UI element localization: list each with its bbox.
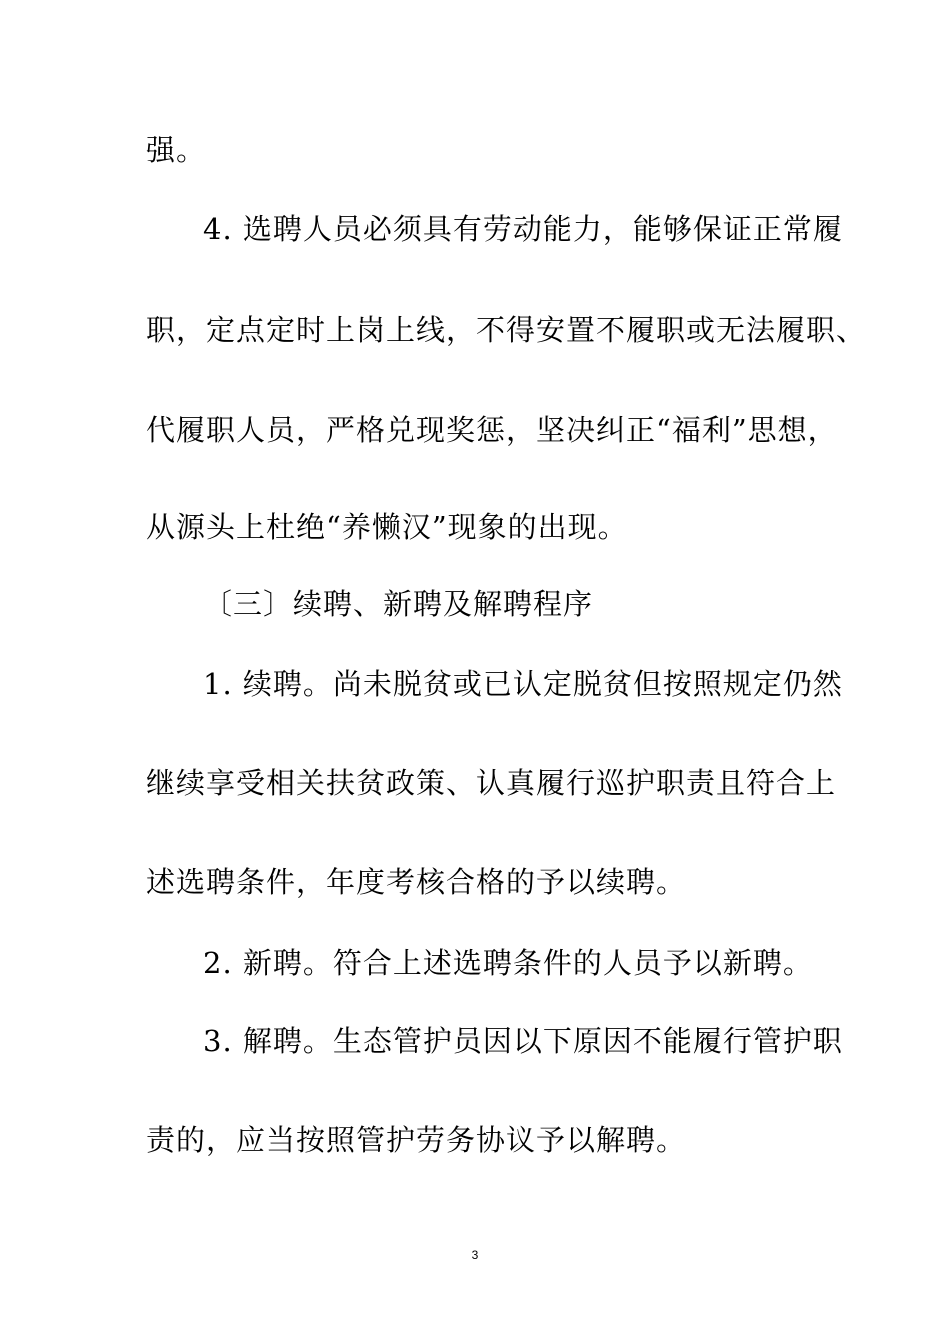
text-line: 强。 <box>146 133 207 167</box>
text-line: 3. 解聘。生态管护员因以下原因不能履行管护职 <box>203 1024 843 1058</box>
text-line: 4. 选聘人员必须具有劳动能力，能够保证正常履 <box>203 212 843 246</box>
page-number: 3 <box>471 1248 479 1262</box>
text-line: 代履职人员，严格兑现奖惩，坚决纠正“福利”思想， <box>146 413 838 447</box>
text-line: 从源头上杜绝“养懒汉”现象的出现。 <box>146 510 628 544</box>
text-line: 责的，应当按照管护劳务协议予以解聘。 <box>146 1123 687 1157</box>
text-line: 1. 续聘。尚未脱贫或已认定脱贫但按照规定仍然 <box>203 667 843 701</box>
section-heading: 〔三〕续聘、新聘及解聘程序 <box>203 587 594 621</box>
text-line: 述选聘条件，年度考核合格的予以续聘。 <box>146 865 687 899</box>
text-line: 职，定点定时上岗上线，不得安置不履职或无法履职、 <box>146 313 867 347</box>
text-line: 继续享受相关扶贫政策、认真履行巡护职责且符合上 <box>146 766 837 800</box>
text-line: 2. 新聘。符合上述选聘条件的人员予以新聘。 <box>203 946 813 980</box>
